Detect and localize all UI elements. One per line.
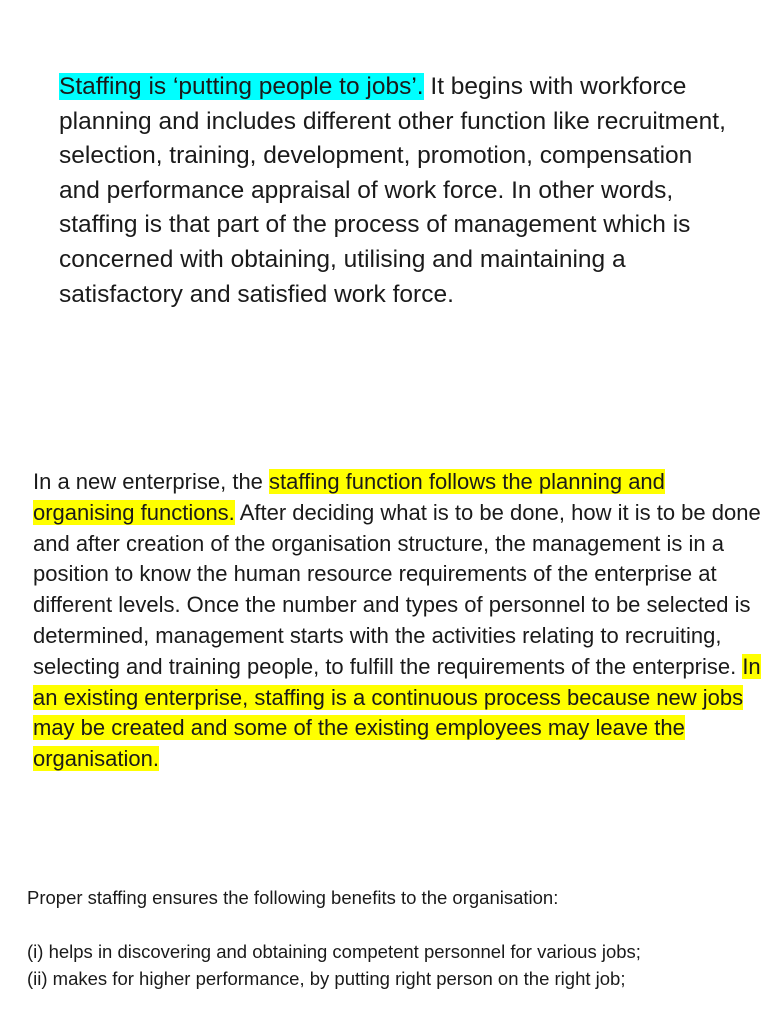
benefit-item: (i) helps in discovering and obtaining competent personnel for various jobs; bbox=[27, 941, 641, 962]
highlight-staffing-follows-planning: staffing function follows the planning and organising functions. bbox=[33, 469, 665, 525]
paragraph-new-enterprise bbox=[33, 467, 761, 775]
highlight-staffing-definition: Staffing is ‘putting people to jobs’. bbox=[59, 73, 424, 100]
paragraph-staffing-definition bbox=[59, 70, 739, 312]
benefits-list bbox=[27, 938, 762, 992]
highlight-existing-enterprise: In an existing enterprise, staffing is a continuous process because new jobs may be created and some of the existing employees may leave the organisation. bbox=[33, 653, 761, 772]
paragraph-new-enterprise-lead: In a new enterprise, the bbox=[33, 469, 270, 494]
benefit-item: (ii) makes for higher performance, by putting right person on the right job; bbox=[27, 968, 626, 989]
paragraph-benefits-intro: Proper staffing ensures the following benefits to the organisation: bbox=[27, 887, 559, 908]
paragraph-staffing-definition-text: It begins with workforce planning and includes different other function like recruitment, selection, training, development, promotion, compensation and performance appraisal of work force. In other words, staffing is that part of the process of management which is concerned with obtaining, utilising and maintaining a satisfactory and satisfied work force. bbox=[59, 73, 726, 308]
paragraph-new-enterprise-middle: After deciding what is to be done, how it is to be done and after creation of the organisation structure, the management is in a position to know the human resource requirements of the enterprise at different levels. Once the number and types of personnel to be selected is determined, management starts with the activities relating to recruiting, selecting and training people, to fulfill the requirements of the enterprise. bbox=[33, 499, 761, 679]
